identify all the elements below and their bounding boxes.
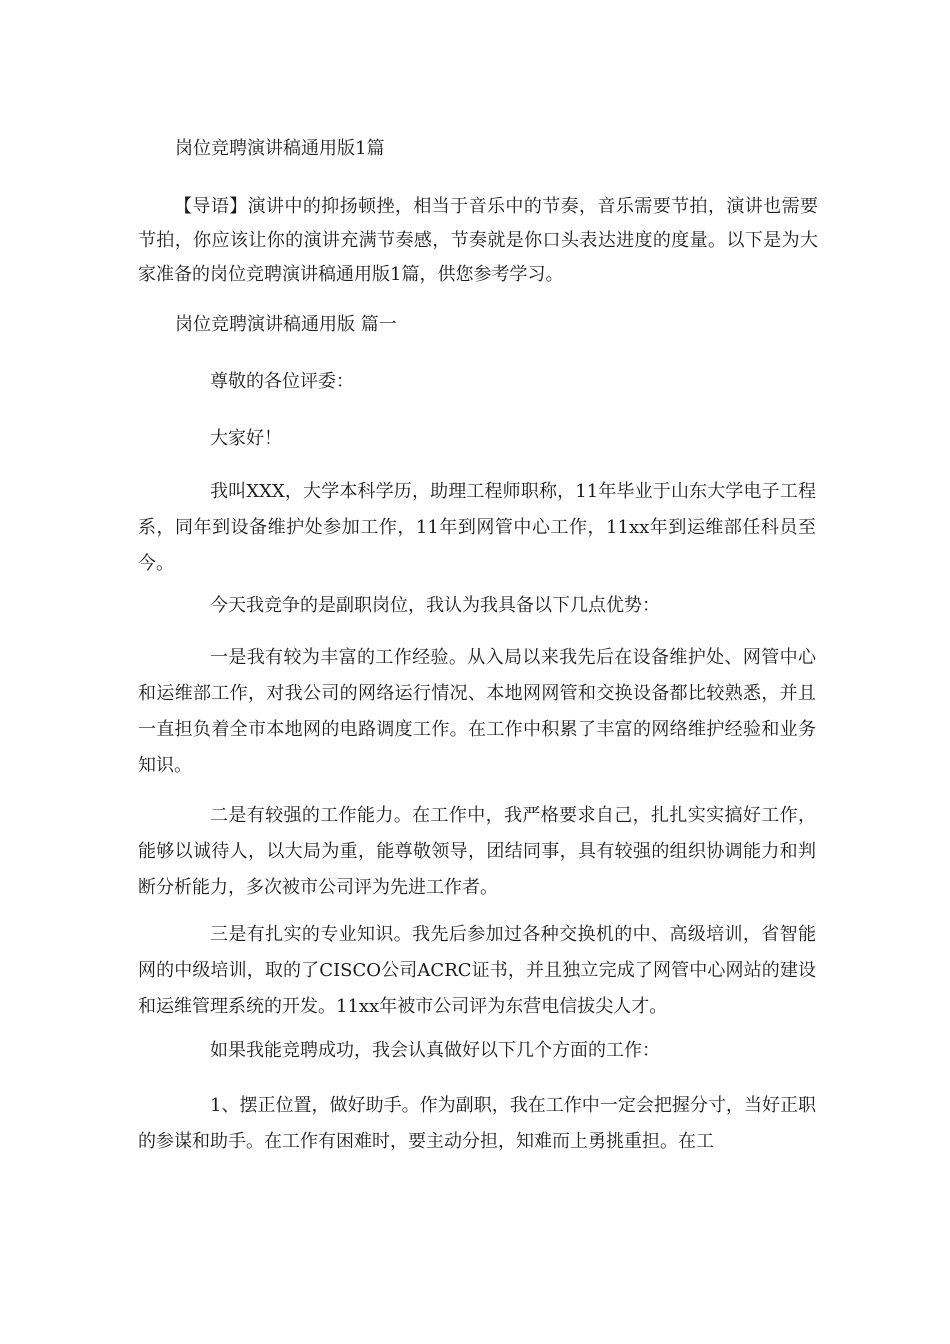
paragraph-advantage-knowledge: 三是有扎实的专业知识。我先后参加过各种交换机的中、高级培训，省智能网的中级培训，取的了CISCO公司ACRC证书，并且独立完成了网管中心网站的建设和运维管理系统的开发。11xx年被市公司评为东营电信拔尖人才。	[138, 924, 816, 1017]
section-heading: 岗位竞聘演讲稿通用版 篇一	[175, 314, 397, 335]
paragraph-advantage-ability: 二是有较强的工作能力。在工作中，我严格要求自己，扎扎实实搞好工作，能够以诚待人，以大局为重，能尊敬领导，团结同事，具有较强的组织协调能力和判断分析能力，多次被市公司评为先进工作者。	[138, 805, 816, 898]
paragraph-work-plan-intro: 如果我能竞聘成功，我会认真做好以下几个方面的工作：	[210, 1040, 660, 1061]
paragraph-self-introduction: 我叫XXX，大学本科学历，助理工程师职称，11年毕业于山东大学电子工程系，同年到设备维护处参加工作，11年到网管中心工作，11xx年到运维部任科员至今。	[138, 481, 816, 574]
intro-paragraph: 【导语】演讲中的抑扬顿挫，相当于音乐中的节奏，音乐需要节拍，演讲也需要节拍，你应该让你的演讲充满节奏感，节奏就是你口头表达进度的度量。以下是为大家准备的岗位竞聘演讲稿通用版1篇，供您参考学习。	[138, 196, 818, 285]
paragraph-advantage-experience: 一是我有较为丰富的工作经验。从入局以来我先后在设备维护处、网管中心和运维部工作，对我公司的网络运行情况、本地网网管和交换设备都比较熟悉，并且一直担负着全市本地网的电路调度工作。在工作中积累了丰富的网络维护经验和业务知识。	[138, 647, 816, 776]
salutation: 尊敬的各位评委：	[210, 371, 354, 392]
paragraph-advantages-intro: 今天我竞争的是副职岗位，我认为我具备以下几点优势：	[210, 595, 660, 616]
greeting: 大家好！	[210, 428, 282, 449]
document-title: 岗位竞聘演讲稿通用版1篇	[175, 138, 385, 159]
paragraph-work-plan-item-1: 1、摆正位置，做好助手。作为副职，我在工作中一定会把握分寸，当好正职的参谋和助手。在工作有困难时，要主动分担，知难而上勇挑重担。在工	[138, 1095, 816, 1152]
